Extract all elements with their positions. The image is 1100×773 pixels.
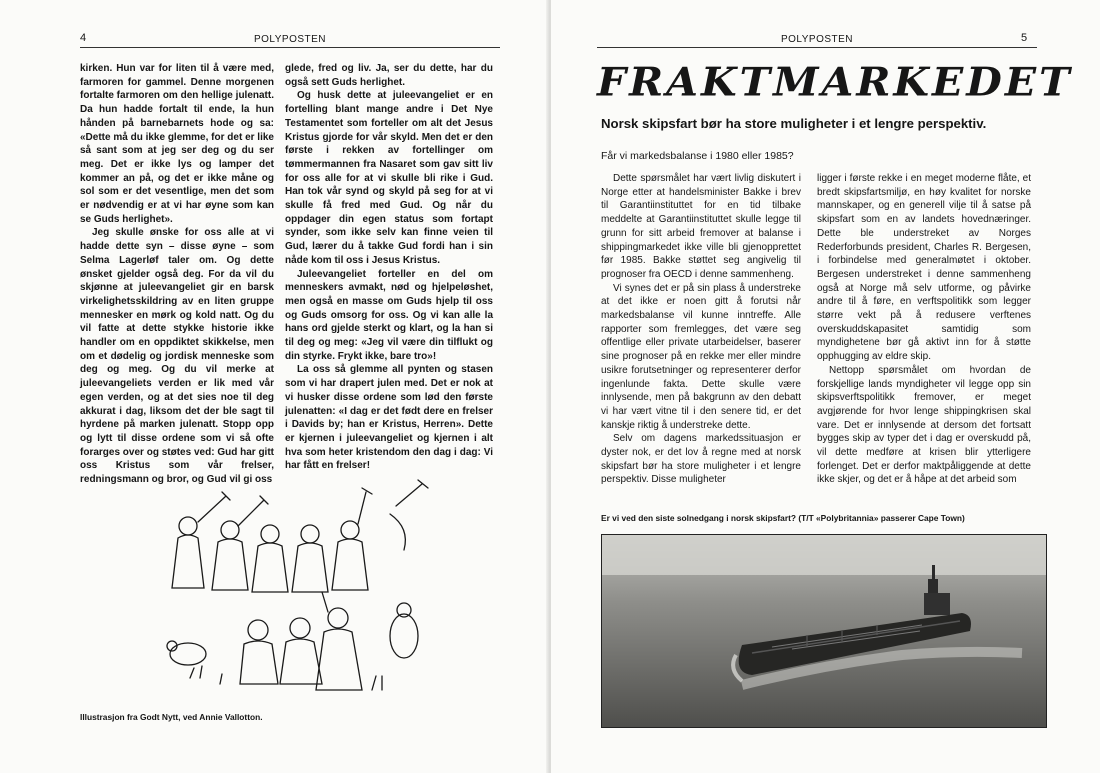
shepherd-figure <box>280 618 322 684</box>
right-column-1 <box>601 172 801 487</box>
running-head: POLYPOSTEN <box>80 34 500 48</box>
photo-caption: Er vi ved den siste solnedgang i norsk skipsfart? (T/T «Polybritannia» passerer Cape Town) <box>601 513 965 523</box>
paragraph: Nettopp spørsmålet om hvordan de forskjellige lands myndigheter vil legge opp sin skipsverftspolitikk fremover, er meget avgjørende for hvor lenge shippingkrisen skal vare. Det er innlysende at dersom det fortsatt bygges skip av typer det i dag er overskudd på, vil dette medføre at krisen blir ytterligere forlenget. Det er derfor maktpåliggende at dette ikke skjer, og det er å håpe at det arbeid som <box>817 364 1031 486</box>
paragraph: Dette spørsmålet har vært livlig diskutert i Norge etter at handelsminister Bakke i brev til Garantiinstituttet for en tid tilbake meddelte at Garantiinstituttet skulle legge til grunn for sitt arbeid fremover at balanse i shippingmarkedet ikke ville bli gjenopprettet før 1985. Bakke støttet seg angivelig til prognoser fra OECD i denne sammenheng. <box>601 173 801 280</box>
paragraph: Vi synes det er på sin plass å understreke at det ikke er noen gitt å forutsi når markedsbalanse vil kunne inntreffe. Alle rapporter som fremlegges, det være seg offentlige eller private utarbeidelser, baserer sine prognoser på en rekke mer eller mindre usikre forutsetninger og representerer derfor ingenlunde fakta. Dette skulle være innlysende, men på bakgrunn av den debatt vi har vært vitne til i den senere tid, er det kanskje riktig å understreke dette. <box>601 282 801 431</box>
illustration-caption: Illustrasjon fra Godt Nytt, ved Annie Vallotton. <box>80 712 263 722</box>
left-column-2 <box>285 62 493 473</box>
page-number: 4 <box>80 32 87 44</box>
page-number: 5 <box>1021 32 1028 44</box>
sheep-figure <box>167 641 206 665</box>
article-intro: Får vi markedsbalanse i 1980 eller 1985? <box>601 150 794 162</box>
angels-and-shepherds-illustration <box>160 478 460 708</box>
shepherd-figure <box>316 592 362 690</box>
angel-figure <box>212 496 268 590</box>
paragraph: La oss så glemme all pynten og stasen som vi har drapert julen med. Det er nok at vi husker disse ordene som lød den første julenatten: «I dag er det født dere en frelser i Davids by; han er Kristus, Herren». Dette er kjernen i juleevangeliet og kjernen i alt hva som heter kristendom den dag i dag: Vi har fått en frelser! <box>285 364 493 472</box>
paragraph: Og husk dette at juleevangeliet er en fortelling blant mange andre i Det Nye Testamentet som forteller om alt det Jesus Kristus gjorde for vår skyld. Men det er den første i rekken av fortellinger om tømmermannen fra Nasaret som gav sitt liv for oss alle for at vi skulle bli rike i Gud. Han tok vår synd og skyld på seg for at vi skulle få fred med Gud. Og når du oppdager din egen status som fortapt synder, som ikke selv kan finne veien til Gud, lærer du å takke Gud fordi han i sin nåde kom til oss i Jesus Kristus. <box>285 90 493 266</box>
left-column-1 <box>80 62 274 487</box>
paragraph: kirken. Hun var for liten til å være med, farmoren for gammel. Denne morgenen fortalte farmoren om den hellige julenatt. Da hun hadde fortalt til ende, la hun hånden på barnebarnets hode og sa: «Dette må du ikke glemme, for det er like så sant som at jeg ser deg og du ser meg. Det er ikke lys og lamper det kommer an på, og det er ikke måne og sol som er det vesentlige, men det som er nødvendig er at vi har øyne som kan se Guds herlighet». <box>80 63 274 225</box>
angel-figure <box>252 525 288 592</box>
paragraph: Selv om dagens markedssituasjon er dyster nok, er det lov å regne med at norsk skipsfart bør ha store muligheter i et lengre perspektiv. Disse muligheter <box>601 433 801 486</box>
tanker-ship-photo <box>601 534 1047 728</box>
masthead: FRAKTMARKEDET <box>597 59 1073 105</box>
article-subtitle: Norsk skipsfart bør ha store muligheter i et lengre perspektiv. <box>601 116 987 131</box>
paragraph: Jeg skulle ønske for oss alle at vi hadde dette syn – disse øyne – som Selma Lagerløf taler om. Og dette ønsket gjelder også deg. For da vil du skjønne at juleevangeliet gir en barsk virkelighetsskildring av en liten gruppe mennesker en mørk og kold natt. Og du vil fatte at dette stykke historie ikke handler om en oppdiktet skikkelse, men om et dødelig og jordisk menneske som deg og meg. Og du vil merke at juleevangeliets verden er lik med vår egen verden, og at det sies noe til deg akkurat i dag, liksom det der ble sagt til hyrdene på marken julenatt. Stopp opp og lytt til disse ordene som vi så ofte forarges over og støtes ved: Gud har gitt oss Kristus som vår frelser, redningsmann og bror, og Gud vil gi oss <box>80 227 274 486</box>
angel-figure <box>332 488 372 590</box>
paragraph: Juleevangeliet forteller en del om menneskers avmakt, nød og hjelpeløshet, men også en masse om Guds hjelp til oss og Guds omsorg for oss. Og vi kan alle la hans ord gjelde sterkt og klart, og la han si til deg og meg: «Jeg vil være din tilflukt og din styrke. Frykt ikke, bare tro»! <box>285 268 493 362</box>
paragraph: glede, fred og liv. Ja, ser du dette, har du også sett Guds herlighet. <box>285 63 493 88</box>
left-page <box>0 0 549 773</box>
right-column-2 <box>817 172 1031 487</box>
sheep-figure <box>390 603 418 658</box>
shepherd-figure <box>240 620 278 684</box>
running-head: POLYPOSTEN <box>597 34 1037 48</box>
right-page <box>551 0 1100 773</box>
angel-figure <box>292 525 328 592</box>
paragraph: ligger i første rekke i en meget moderne flåte, et bredt skipsfartsmiljø, en høy kvalitet for norske mannskaper, og en generell vilje til å satse på skipsfart som en av landets hovednæringer. Dette ble understreket av Norges Rederforbunds president, Charles R. Bergesen, i forbindelse med generalmøtet i oktober. Bergesen understreket i denne sammenheng også at Norge må selv utforme, og påvirke andre til å føre, en verftspolitikk som legger større vekt på å redusere verftenes overskuddskapasitet samtidig som myndighetene bør gå aktivt inn for å støtte opphugging av eldre skip. <box>817 173 1031 363</box>
